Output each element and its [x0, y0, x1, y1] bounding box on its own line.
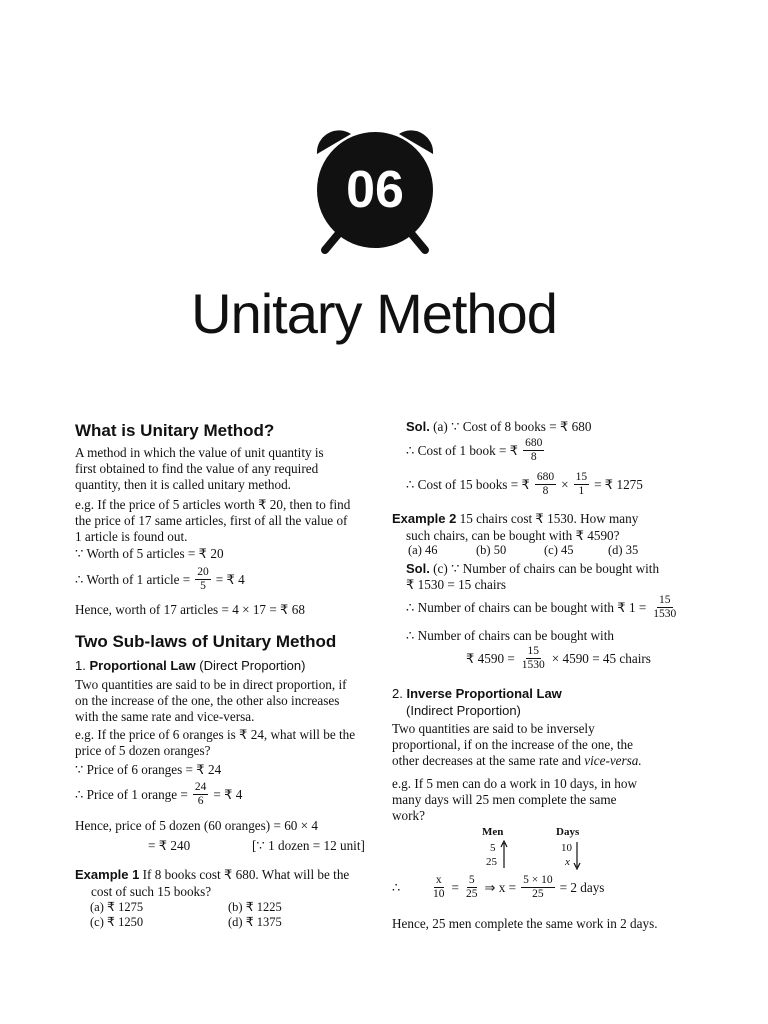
cost-15-line: ∴ Cost of 15 books = ₹ $\frac{680}{8}$ × $\frac{15}{1}$ = ₹ 1275: [406, 471, 643, 497]
law1-heading: 1. Proportional Law (Direct Proportion): [75, 658, 306, 673]
option-d: (d) 35: [608, 543, 639, 557]
down-arrow-icon: [573, 840, 581, 870]
worth-5-line: ∵ Worth of 5 articles = ₹ 20: [75, 546, 224, 561]
option-a: (a) 46: [408, 543, 438, 557]
chairs-1-line: ∴ Number of chairs can be bought with ₹ 1 = $\frac{15}{1530}$: [406, 594, 677, 620]
days-value: x: [565, 856, 570, 868]
heading-sub-laws: Two Sub-laws of Unitary Method: [75, 632, 337, 651]
fraction: $\frac{680}{8}$: [536, 471, 555, 497]
law1-paragraph: Two quantities are said to be in direct proportion, if on the increase of the one, the other also increases with the same rate and vice-versa.: [75, 677, 347, 724]
hence-dozen-line: Hence, price of 5 dozen (60 oranges) = 60 × 4: [75, 818, 319, 833]
hence-17-line: Hence, worth of 17 articles = 4 × 17 = ₹ 68: [75, 602, 305, 617]
worth-1-line: ∴ Worth of 1 article = $\frac{20}{5}$ = ₹ 4: [75, 566, 245, 592]
dozen-note: [∵ 1 dozen = 12 unit]: [252, 838, 365, 853]
fraction: $\frac{5}{25}$: [465, 874, 478, 900]
law2-heading: 2. Inverse Proportional Law (Indirect Proportion): [392, 686, 562, 718]
men-value: 5: [490, 842, 496, 854]
fraction: $\frac{15}{1}$: [575, 471, 588, 497]
oranges-example: e.g. If the price of 6 oranges is ₹ 24, what will be the price of 5 dozen oranges?: [75, 727, 356, 758]
fraction: $\frac{20}{5}$: [197, 566, 209, 592]
option-c: (c) 45: [544, 543, 574, 557]
fraction: $\frac{15}{1530}$: [521, 645, 545, 671]
days-value: 10: [561, 842, 572, 854]
fraction: $\frac{5 \times 10}{25}$: [523, 874, 553, 900]
cost-1-line: ∴ Cost of 1 book = ₹ $\frac{680}{8}$: [406, 437, 543, 463]
sol1-line: Sol. (a) ∵ Cost of 8 books = ₹ 680: [406, 419, 592, 434]
men-days-table: [480, 826, 600, 872]
heading-what-is-unitary-method: What is Unitary Method?: [75, 421, 275, 440]
up-arrow-icon: [500, 840, 508, 870]
example-2-options: [408, 543, 638, 558]
option-b: (b) 50: [476, 543, 507, 557]
option-d: (d) ₹ 1375: [228, 915, 282, 929]
fraction: $\frac{15}{1530}$: [653, 594, 677, 620]
men-header: Men: [482, 826, 504, 838]
example-1: Example 1 If 8 books cost ₹ 680. What will be the cost of such 15 books?: [75, 867, 350, 899]
option-c: (c) ₹ 1250: [90, 915, 144, 929]
chairs-2-eq: ₹ 4590 = $\frac{15}{1530}$ × 4590 = 45 chairs: [466, 645, 651, 671]
option-b: (b) ₹ 1225: [228, 900, 282, 914]
example-1-options: [90, 900, 282, 930]
price-1-line: ∴ Price of 1 orange = $\frac{24}{6}$ = ₹ 4: [75, 781, 243, 807]
example-2: Example 2 15 chairs cost ₹ 1530. How many such chairs, can be bought with ₹ 4590?: [392, 511, 639, 543]
chairs-2-line: ∴ Number of chairs can be bought with: [406, 628, 614, 643]
alarm-clock-icon: [305, 120, 445, 260]
chapter-number: 06: [346, 161, 404, 219]
fraction: $\frac{x}{10}$: [433, 874, 445, 900]
option-a: (a) ₹ 1275: [90, 900, 144, 914]
law2-paragraph: Two quantities are said to be inversely proportional, if on the increase of the one, the other decreases at the same rate and vice-versa.: [392, 721, 642, 768]
sol2: Sol. (c) ∵ Number of chairs can be bought with ₹ 1530 = 15 chairs: [406, 561, 660, 592]
price-6-line: ∵ Price of 6 oranges = ₹ 24: [75, 762, 222, 777]
men-value: 25: [486, 856, 497, 868]
men-days-example: e.g. If 5 men can do a work in 10 days, in how many days will 25 men complete the same work?: [392, 776, 638, 823]
fraction: $\frac{680}{8}$: [525, 437, 543, 463]
example-paragraph: e.g. If the price of 5 articles worth ₹ 20, then to find the price of 17 same articles, first of all the value of 1 article is found out.: [75, 497, 351, 544]
chapter-title: Unitary Method: [191, 282, 557, 345]
fraction: $\frac{24}{6}$: [194, 781, 207, 807]
days-header: Days: [556, 826, 580, 838]
inverse-equation: ∴ $\frac{x}{10}$ = $\frac{5}{25}$ ⇒ x = $\frac{5 \times 10}{25}$ = 2 days: [392, 874, 605, 900]
hence-final-line: Hence, 25 men complete the same work in 2 days.: [392, 916, 658, 931]
definition-paragraph: A method in which the value of unit quantity is first obtained to find the value of any required quantity, then it is called unitary method.: [75, 445, 324, 492]
eq-240: = ₹ 240: [148, 838, 191, 853]
